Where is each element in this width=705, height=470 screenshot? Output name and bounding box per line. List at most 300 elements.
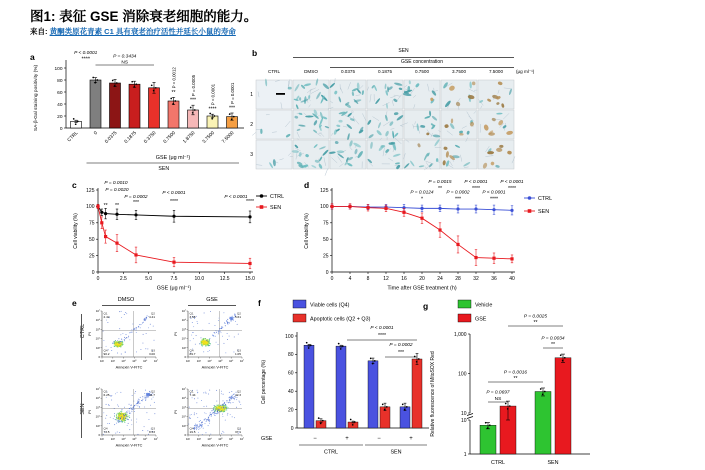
- svg-text:40: 40: [509, 276, 515, 282]
- svg-text:0: 0: [330, 276, 334, 282]
- svg-text:10⁵: 10⁵: [181, 405, 186, 410]
- svg-text:12.5: 12.5: [219, 276, 230, 282]
- panel-d-legend: [524, 196, 552, 215]
- svg-text:0: 0: [290, 425, 294, 432]
- f-bars: [304, 342, 422, 428]
- e-col-header: GSE: [206, 297, 218, 303]
- svg-text:Q4: Q4: [103, 348, 108, 353]
- svg-text:25: 25: [88, 253, 95, 260]
- svg-text:P = 0.0012: P = 0.0012: [171, 67, 177, 89]
- svg-text:10³: 10³: [181, 345, 186, 350]
- svg-text:P = 0.0025: P = 0.0025: [523, 314, 548, 320]
- svg-text:P = 0.0010: P = 0.0010: [104, 181, 128, 186]
- svg-text:10: 10: [460, 417, 467, 424]
- svg-text:10.0: 10.0: [194, 276, 205, 282]
- svg-text:****: ****: [208, 106, 217, 113]
- svg-text:10⁴: 10⁴: [181, 414, 186, 419]
- svg-text:−: −: [313, 436, 317, 442]
- svg-text:10⁷: 10⁷: [181, 309, 186, 313]
- svg-text:NS: NS: [494, 397, 502, 403]
- svg-text:10⁶: 10⁶: [181, 318, 186, 323]
- svg-text:10⁷: 10⁷: [153, 359, 159, 363]
- svg-text:GSE: GSE: [475, 316, 487, 323]
- flow-points: [190, 311, 239, 353]
- micro-tile: [256, 80, 292, 109]
- f-x-labels: [261, 436, 427, 456]
- svg-text:10³: 10³: [196, 359, 201, 363]
- svg-text:3.65: 3.65: [189, 315, 196, 319]
- svg-text:PI: PI: [88, 332, 92, 336]
- svg-text:10⁷: 10⁷: [239, 437, 245, 441]
- svg-text:10: 10: [460, 410, 467, 417]
- svg-text:4.41: 4.41: [148, 315, 155, 319]
- flow-points: [188, 390, 241, 435]
- svg-text:8: 8: [366, 276, 370, 282]
- svg-text:75: 75: [88, 220, 95, 227]
- panel-c-legend: [256, 194, 284, 211]
- flow-plot-ctrl-gse: [172, 308, 246, 380]
- svg-text:10⁷: 10⁷: [181, 387, 186, 391]
- svg-text:40: 40: [57, 102, 63, 108]
- svg-text:GSE: GSE: [261, 436, 273, 442]
- svg-text:100: 100: [54, 66, 63, 72]
- svg-text:Q2: Q2: [236, 389, 241, 394]
- svg-text:7.5000: 7.5000: [221, 130, 236, 145]
- svg-text:Q1: Q1: [103, 311, 108, 316]
- e-col-header-line: [188, 305, 236, 306]
- micro-tile: [441, 110, 477, 139]
- b-row-label: 3: [250, 151, 253, 158]
- g-legend: [458, 300, 492, 323]
- svg-text:19.5: 19.5: [189, 430, 196, 435]
- flow-plot-ctrl-dmso: [86, 308, 160, 380]
- panel-a-bar-chart: [28, 48, 258, 176]
- panel-d-series: [330, 204, 513, 266]
- svg-text:16: 16: [401, 276, 407, 282]
- source-line: [30, 26, 236, 37]
- svg-text:10⁴: 10⁴: [121, 437, 126, 441]
- micro-tile: [330, 140, 366, 169]
- svg-text:1,000: 1,000: [453, 331, 467, 338]
- svg-text:+: +: [345, 436, 349, 442]
- svg-text:10⁴: 10⁴: [207, 359, 212, 363]
- micro-tile: [404, 110, 440, 139]
- svg-text:NS: NS: [121, 60, 129, 66]
- svg-text:PI: PI: [174, 332, 178, 336]
- svg-text:Cell percentage (%): Cell percentage (%): [261, 359, 267, 405]
- micro-tile: [404, 80, 440, 109]
- svg-text:P < 0.0001: P < 0.0001: [464, 180, 488, 185]
- micro-tile: [293, 140, 329, 169]
- flow-plot-sen-dmso: [86, 386, 160, 458]
- svg-text:Q2: Q2: [150, 389, 155, 394]
- svg-text:10⁴: 10⁴: [95, 414, 100, 419]
- svg-text:Cell viability (%): Cell viability (%): [304, 213, 310, 249]
- micro-tile: [441, 140, 477, 169]
- svg-text:100: 100: [86, 204, 95, 211]
- svg-text:P < 0.0001: P < 0.0001: [482, 190, 506, 196]
- svg-text:0: 0: [98, 433, 100, 437]
- svg-text:10³: 10³: [181, 423, 186, 428]
- panel-c-line-chart: [70, 176, 305, 300]
- svg-text:Q3: Q3: [150, 426, 155, 431]
- svg-text:1.05: 1.05: [234, 352, 241, 357]
- svg-text:7.44: 7.44: [189, 393, 196, 397]
- svg-text:P = 0.0697: P = 0.0697: [486, 390, 510, 396]
- svg-text:CTRL: CTRL: [67, 130, 80, 144]
- panel-d-line-chart: [300, 176, 605, 300]
- svg-text:Annexin V-FITC: Annexin V-FITC: [115, 365, 143, 370]
- svg-text:***: ***: [228, 105, 236, 112]
- panel-c-series: [96, 204, 251, 268]
- svg-text:8.53: 8.53: [148, 430, 155, 435]
- svg-text:12: 12: [383, 276, 389, 282]
- b-col-header: 0.0375: [340, 69, 356, 74]
- svg-text:10³: 10³: [95, 345, 100, 350]
- micro-tile: [367, 110, 403, 139]
- svg-text:10³: 10³: [95, 423, 100, 428]
- svg-text:SEN: SEN: [158, 166, 170, 172]
- b-header-sen-line: [293, 57, 514, 58]
- svg-text:SEN: SEN: [270, 205, 282, 211]
- svg-text:P < 0.0001: P < 0.0001: [74, 51, 98, 56]
- svg-text:75: 75: [322, 220, 329, 227]
- svg-text:P = 0.0124: P = 0.0124: [410, 190, 434, 196]
- micro-tile: [330, 80, 366, 109]
- svg-text:PI: PI: [88, 410, 92, 414]
- svg-text:Q2: Q2: [236, 311, 241, 316]
- svg-text:**: **: [550, 342, 556, 349]
- svg-text:32: 32: [473, 276, 479, 282]
- svg-text:****: ****: [245, 199, 255, 205]
- svg-text:P = 0.0016: P = 0.0016: [503, 370, 528, 376]
- svg-text:P < 0.0001: P < 0.0001: [162, 191, 186, 196]
- svg-text:10⁶: 10⁶: [143, 437, 148, 441]
- svg-text:P < 0.0001: P < 0.0001: [500, 180, 524, 185]
- svg-text:10²: 10²: [185, 359, 191, 363]
- svg-text:42.3: 42.3: [234, 393, 241, 397]
- svg-text:Cell viability (%): Cell viability (%): [73, 213, 79, 249]
- svg-text:P = 0.3434: P = 0.3434: [113, 54, 137, 60]
- svg-text:Q3: Q3: [236, 426, 241, 431]
- svg-text:89.7: 89.7: [189, 352, 196, 357]
- svg-text:0: 0: [325, 269, 329, 276]
- svg-text:10⁷: 10⁷: [95, 309, 100, 313]
- svg-text:90.2: 90.2: [103, 352, 110, 357]
- micro-tile: [367, 140, 403, 169]
- svg-text:10⁴: 10⁴: [181, 336, 186, 341]
- e-row-bracket: [81, 314, 82, 360]
- svg-text:0: 0: [59, 126, 63, 132]
- svg-text:Q4: Q4: [189, 426, 194, 431]
- svg-text:Q4: Q4: [189, 348, 194, 353]
- svg-text:0: 0: [93, 130, 99, 137]
- svg-text:***: ***: [189, 97, 197, 104]
- svg-text:10⁶: 10⁶: [95, 396, 100, 401]
- svg-text:P < 0.0001: P < 0.0001: [210, 83, 216, 106]
- svg-text:10²: 10²: [99, 359, 105, 363]
- svg-text:10⁵: 10⁵: [132, 437, 137, 441]
- panel-d-letter: d: [304, 180, 310, 190]
- b-col-header: 3.7500: [451, 69, 467, 74]
- svg-text:P = 0.0034: P = 0.0034: [541, 336, 565, 342]
- b-header-gse-line: [330, 67, 514, 68]
- source-link[interactable]: 黄酮类原花青素 C1 具有衰老治疗活性并延长小鼠的寿命: [49, 27, 236, 36]
- svg-text:GSE (μg ml⁻¹): GSE (μg ml⁻¹): [155, 155, 191, 161]
- svg-text:10⁴: 10⁴: [207, 437, 212, 441]
- svg-text:60: 60: [57, 90, 63, 96]
- panel-b-letter: b: [252, 48, 258, 58]
- b-row-label: 1: [250, 91, 253, 98]
- svg-text:Q2: Q2: [150, 311, 155, 316]
- svg-text:****: ****: [377, 333, 387, 339]
- svg-text:7.5: 7.5: [170, 276, 178, 282]
- svg-text:10⁵: 10⁵: [132, 359, 137, 363]
- svg-text:0: 0: [184, 355, 186, 359]
- micro-tile: [293, 110, 329, 139]
- svg-text:10⁴: 10⁴: [121, 359, 126, 363]
- b-unit-label: (μg ml⁻¹): [516, 69, 535, 74]
- e-row-bracket: [81, 392, 82, 438]
- svg-text:6.25: 6.25: [103, 393, 110, 397]
- svg-text:80: 80: [57, 78, 63, 84]
- svg-text:−: −: [377, 436, 381, 442]
- b-row-label: 2: [250, 121, 253, 128]
- flow-quadrant-labels: [190, 311, 242, 356]
- svg-text:10⁶: 10⁶: [181, 396, 186, 401]
- svg-text:0: 0: [184, 433, 186, 437]
- panel-f-plot: [253, 296, 437, 470]
- svg-text:10⁵: 10⁵: [181, 327, 186, 332]
- flow-points: [103, 390, 155, 435]
- panel-g-letter: g: [423, 301, 429, 311]
- svg-text:10⁶: 10⁶: [95, 318, 100, 323]
- svg-text:11.7: 11.7: [149, 393, 155, 397]
- svg-text:****: ****: [489, 196, 499, 203]
- svg-text:P = 0.0005: P = 0.0005: [190, 74, 196, 97]
- e-col-header-line: [102, 305, 150, 306]
- svg-text:0.0375: 0.0375: [104, 130, 119, 145]
- svg-text:10⁵: 10⁵: [218, 359, 223, 363]
- b-col-header: 0.7500: [414, 69, 430, 74]
- svg-text:10⁴: 10⁴: [95, 336, 100, 341]
- panel-a-plot: [28, 48, 258, 176]
- svg-text:+: +: [409, 436, 413, 442]
- svg-text:Vehicle: Vehicle: [475, 302, 493, 309]
- svg-text:Q4: Q4: [103, 426, 108, 431]
- micro-tile: [441, 80, 477, 109]
- svg-text:Annexin V-FITC: Annexin V-FITC: [201, 365, 229, 370]
- svg-text:10³: 10³: [196, 437, 201, 441]
- svg-text:P = 0.0015: P = 0.0015: [428, 180, 452, 185]
- svg-text:SEN: SEN: [390, 449, 402, 456]
- svg-text:Q3: Q3: [150, 348, 155, 353]
- panel-c-letter: c: [72, 180, 77, 190]
- b-col-header: CTRL: [268, 69, 280, 74]
- svg-text:SEN: SEN: [538, 209, 550, 215]
- svg-text:Annexin V-FITC: Annexin V-FITC: [201, 443, 229, 448]
- b-col-header: 0.1875: [377, 69, 393, 74]
- svg-text:**: **: [437, 186, 443, 192]
- svg-text:10³: 10³: [110, 359, 115, 363]
- svg-text:20: 20: [287, 407, 294, 414]
- f-significance: [347, 325, 417, 357]
- svg-text:10³: 10³: [110, 437, 115, 441]
- panel-e-flow-cytometry: [68, 296, 264, 470]
- micro-tile: [330, 110, 366, 139]
- svg-text:***: ***: [454, 196, 462, 203]
- svg-text:****: ****: [507, 186, 517, 192]
- svg-text:10⁶: 10⁶: [229, 359, 234, 363]
- svg-text:P = 0.0002: P = 0.0002: [124, 195, 148, 200]
- svg-text:Q3: Q3: [236, 348, 241, 353]
- svg-text:10⁷: 10⁷: [153, 437, 159, 441]
- svg-text:125: 125: [320, 187, 329, 194]
- svg-text:***: ***: [132, 200, 140, 206]
- figure-title: 图1: 表征 GSE 消除衰老细胞的能力。: [30, 9, 258, 24]
- svg-text:SA-β-Gal staining positivity (: SA-β-Gal staining positivity (%): [34, 64, 39, 132]
- svg-text:**: **: [533, 320, 538, 327]
- panel-f-letter: f: [258, 298, 261, 308]
- svg-text:1.8750: 1.8750: [182, 130, 197, 145]
- panel-c-axes: [73, 188, 255, 292]
- svg-text:1: 1: [463, 451, 467, 458]
- b-col-header: DMSO: [304, 69, 318, 74]
- svg-text:CTRL: CTRL: [270, 194, 285, 200]
- svg-text:40: 40: [287, 389, 294, 395]
- svg-text:0: 0: [98, 355, 100, 359]
- g-significance: [486, 314, 564, 403]
- svg-text:50: 50: [322, 237, 329, 243]
- svg-text:Apoptotic cells (Q2 + Q3): Apoptotic cells (Q2 + Q3): [310, 316, 371, 323]
- svg-text:20: 20: [57, 114, 63, 120]
- svg-text:P = 0.0020: P = 0.0020: [105, 188, 129, 193]
- svg-text:Q1: Q1: [189, 311, 194, 316]
- micro-tile: [367, 80, 403, 109]
- svg-text:**: **: [103, 203, 108, 209]
- svg-text:2.42: 2.42: [103, 315, 110, 319]
- svg-text:3.00: 3.00: [148, 352, 155, 357]
- d-annotations: [410, 179, 523, 203]
- svg-text:****: ****: [169, 199, 179, 205]
- svg-text:10⁷: 10⁷: [95, 387, 100, 391]
- svg-text:CTRL: CTRL: [323, 449, 339, 456]
- source-prefix: 来自:: [30, 27, 48, 36]
- e-row-header: SEN: [80, 403, 86, 415]
- svg-text:Time after GSE treatment (h): Time after GSE treatment (h): [387, 285, 457, 292]
- svg-text:3.7500: 3.7500: [202, 130, 216, 145]
- panel-a-letter: a: [30, 52, 35, 62]
- flow-points: [103, 311, 155, 355]
- svg-text:50: 50: [88, 237, 95, 243]
- svg-text:37.1: 37.1: [234, 430, 241, 435]
- svg-text:80: 80: [287, 352, 294, 359]
- svg-text:0.7500: 0.7500: [163, 130, 177, 145]
- svg-text:15.0: 15.0: [245, 276, 255, 282]
- panel-d-axes: [304, 188, 515, 292]
- svg-text:5.0: 5.0: [145, 276, 153, 282]
- svg-text:10⁷: 10⁷: [239, 359, 245, 363]
- svg-text:Viable cells (Q4): Viable cells (Q4): [310, 302, 350, 309]
- svg-text:P < 0.0001: P < 0.0001: [224, 195, 248, 200]
- micro-tile: [256, 140, 292, 169]
- svg-text:10²: 10²: [185, 437, 191, 441]
- c-annotations: [104, 180, 254, 209]
- e-col-header: DMSO: [117, 297, 135, 303]
- svg-text:73.5: 73.5: [103, 430, 110, 435]
- svg-text:10⁶: 10⁶: [143, 359, 148, 363]
- flow-plot-sen-gse: [172, 386, 246, 458]
- b-col-header: 7.5000: [488, 69, 504, 74]
- svg-text:Annexin V-FITC: Annexin V-FITC: [115, 443, 143, 448]
- micro-tile: [293, 80, 329, 109]
- b-header-gse-conc: GSE concentration: [401, 58, 443, 65]
- micro-tile: [404, 140, 440, 169]
- svg-text:CTRL: CTRL: [538, 196, 553, 202]
- flow-quadrant-labels: [104, 311, 156, 356]
- svg-text:36: 36: [491, 276, 497, 282]
- micro-tile: [478, 110, 514, 139]
- svg-text:P < 0.0001: P < 0.0001: [370, 326, 394, 331]
- panel-d-plot: [300, 176, 605, 300]
- svg-text:****: ****: [471, 186, 481, 192]
- svg-text:10²: 10²: [99, 437, 105, 441]
- svg-text:**: **: [513, 376, 518, 383]
- svg-text:PI: PI: [174, 410, 178, 414]
- svg-text:GSE (μg ml⁻¹): GSE (μg ml⁻¹): [156, 285, 192, 292]
- svg-text:25: 25: [322, 253, 329, 260]
- micro-tile: [478, 80, 514, 109]
- svg-text:24: 24: [437, 276, 443, 282]
- svg-text:10⁶: 10⁶: [229, 437, 234, 441]
- panel-b-microscopy-grid: [244, 48, 554, 176]
- svg-text:100: 100: [458, 371, 467, 378]
- svg-text:Relative fluorescence of MitoS: Relative fluorescence of MitoSOX Red: [430, 351, 436, 437]
- svg-text:100: 100: [320, 204, 329, 211]
- svg-text:*: *: [420, 196, 424, 203]
- svg-text:****: ****: [81, 56, 91, 63]
- svg-text:0.3750: 0.3750: [143, 130, 158, 145]
- svg-text:P = 0.0002: P = 0.0002: [446, 190, 470, 196]
- panel-g-plot: [420, 296, 625, 470]
- svg-text:CTRL: CTRL: [490, 460, 506, 466]
- svg-text:0.1875: 0.1875: [124, 130, 138, 145]
- svg-text:0: 0: [91, 269, 95, 276]
- panel-f-bar-chart: [253, 296, 437, 470]
- svg-text:Q1: Q1: [103, 389, 108, 394]
- panel-e-letter: e: [72, 298, 77, 308]
- svg-text:P = 0.0001: P = 0.0001: [229, 82, 235, 104]
- svg-text:10⁵: 10⁵: [95, 327, 100, 332]
- svg-text:Q1: Q1: [189, 389, 194, 394]
- svg-text:***: ***: [397, 350, 405, 356]
- svg-text:60: 60: [287, 370, 294, 377]
- svg-text:100: 100: [285, 333, 294, 340]
- panel-c-plot: [70, 176, 305, 300]
- micro-tile: [256, 110, 292, 139]
- micro-tile: [478, 140, 514, 169]
- svg-text:**: **: [171, 89, 176, 96]
- svg-text:P = 0.0002: P = 0.0002: [389, 343, 413, 348]
- svg-text:28: 28: [455, 276, 461, 282]
- svg-text:4: 4: [348, 276, 352, 282]
- svg-text:SEN: SEN: [547, 460, 559, 466]
- svg-text:5.61: 5.61: [234, 315, 241, 319]
- svg-text:2.5: 2.5: [119, 276, 127, 282]
- svg-text:10⁵: 10⁵: [218, 437, 223, 441]
- e-row-header: CTRL: [80, 323, 86, 339]
- svg-text:**: **: [114, 203, 120, 209]
